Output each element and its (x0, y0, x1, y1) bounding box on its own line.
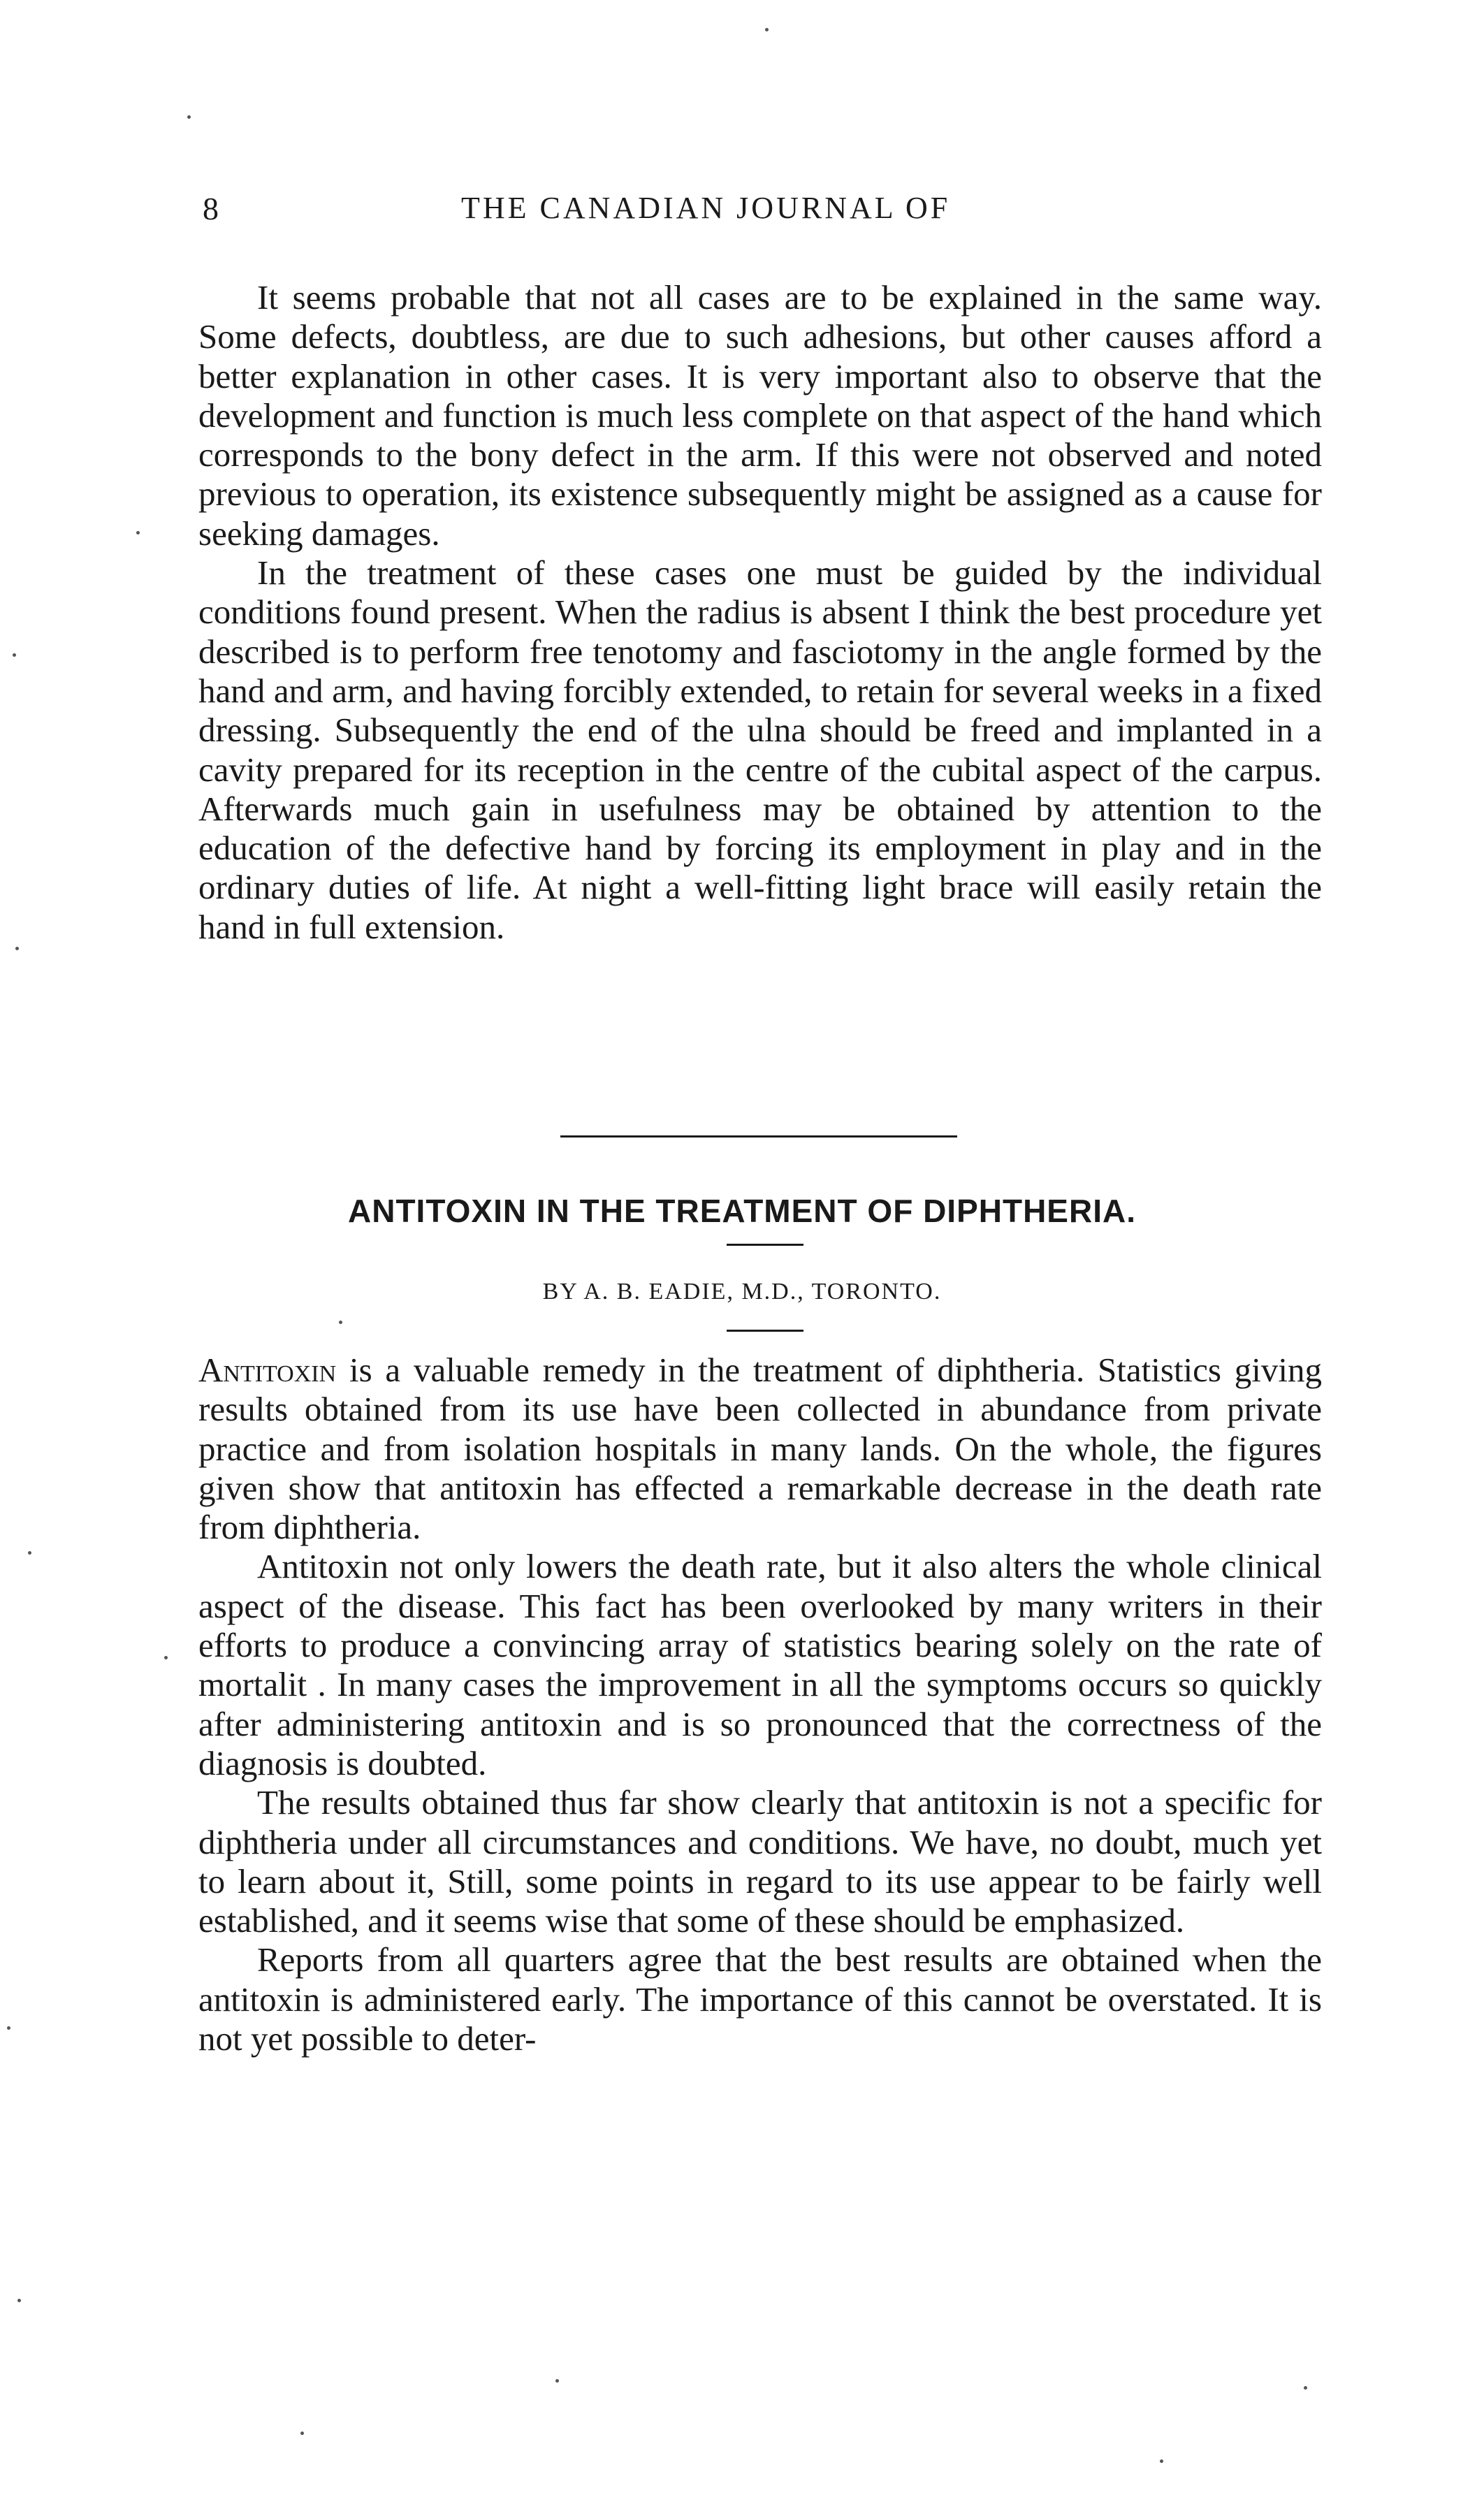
article-byline: BY A. B. EADIE, M.D., TORONTO. (542, 1279, 942, 1304)
scan-speck (1160, 2459, 1163, 2463)
scan-speck (164, 1656, 168, 1659)
paragraph (198, 1351, 1322, 1547)
scan-speck (13, 653, 16, 657)
scan-speck (1304, 2386, 1307, 2390)
scan-speck (28, 1551, 31, 1555)
title-rule (727, 1244, 803, 1246)
scan-speck (15, 947, 19, 950)
section-divider (560, 1135, 957, 1138)
paragraph-text: is a valuable remedy in the treatment of diphtheria. Statistics giving results obtained from its use have been collected in abundance from private practice and from isolation hospitals in many lands. On the whole, the figures given show that antitoxin has effected a remarkable decrease in the death rate from diphtheria. (198, 1351, 1322, 1547)
paragraph: In the treatment of these cases one must be guided by the individual conditions found present. When the radius is absent I think the best procedure yet described is to perform free tenotomy and fasciotomy in the angle formed by the hand and arm, and having forcibly extended, to retain for several weeks in a fixed dressing. Subsequently the end of the ulna should be freed and implanted in a cavity prepared for its reception in the centre of the cubital aspect of the carpus. Afterwards much gain in usefulness may be obtained by attention to the education of the defective hand by forcing its employment in play and in the ordinary duties of life. At night a well-fitting light brace will easily retain the hand in full extension. (198, 553, 1322, 946)
scan-speck (555, 2379, 559, 2383)
running-head: THE CANADIAN JOURNAL OF (461, 191, 951, 225)
previous-article-text (198, 278, 1322, 947)
scan-speck (300, 2432, 304, 2435)
paragraph: It seems probable that not all cases are to be explained in the same way. Some defects, doubtless, are due to such adhesions, but other causes afford a better explanation in other cases. It is very important also to observe that the development and function is much less complete on that aspect of the hand which corresponds to the bony defect in the arm. If this were not observed and noted previous to operation, its existence subsequently might be assigned as a cause for seeking damages. (198, 278, 1322, 553)
page-number: 8 (203, 191, 219, 226)
scan-speck (17, 2299, 21, 2302)
scan-speck (7, 2026, 10, 2030)
article-title: ANTITOXIN IN THE TREATMENT OF DIPHTHERIA. (348, 1193, 1136, 1229)
paragraph: Antitoxin not only lowers the death rate, but it also alters the whole clinical aspect of the disease. This fact has been overlooked by many writers in their efforts to produce a convincing array of statistics bearing solely on the rate of mortalit . In many cases the improvement in all the symptoms occurs so quickly after administering antitoxin and is so pronounced that the correctness of the diagnosis is doubted. (198, 1547, 1322, 1782)
lead-word: Antitoxin (198, 1351, 337, 1389)
paragraph: Reports from all quarters agree that the best results are obtained when the antitoxin is administered early. The importance of this cannot be overstated. It is not yet possible to deter- (198, 1940, 1322, 2058)
scan-speck (339, 1321, 342, 1324)
paragraph: The results obtained thus far show clearly that antitoxin is not a specific for diphtheria under all circumstances and conditions. We have, no doubt, much yet to learn about it, Still, some points in regard to its use appear to be fairly well established, and it seems wise that some of these should be emphasized. (198, 1783, 1322, 1940)
scan-speck (187, 115, 191, 119)
scan-speck (136, 531, 140, 535)
article-body (198, 1351, 1322, 2058)
scan-speck (765, 28, 769, 31)
byline-rule (727, 1330, 803, 1332)
